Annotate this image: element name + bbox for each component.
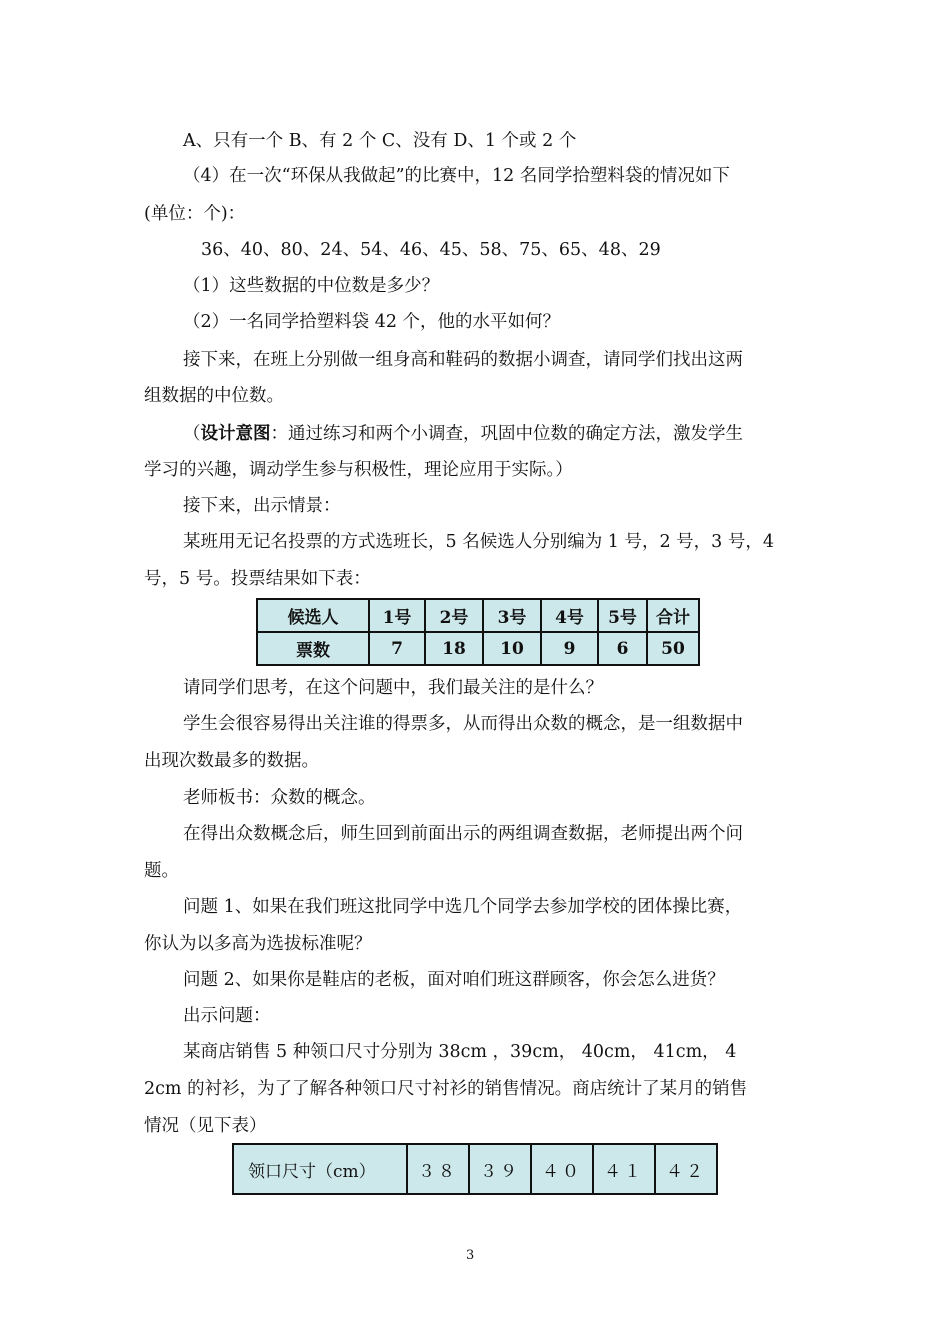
vote-table <box>256 598 700 666</box>
vote-cell: 18 <box>425 632 483 665</box>
collar-header-cell: 领口尺寸（cm） <box>233 1144 407 1194</box>
collar-size-cell: ４０ <box>531 1144 593 1194</box>
vote-cell: 10 <box>483 632 541 665</box>
paragraph-line: 学生会很容易得出关注谁的得票多，从而得出众数的概念，是一组数据中 <box>183 714 743 734</box>
vote-header-cell: 2号 <box>425 599 483 632</box>
design-colon: ： <box>270 424 288 444</box>
vote-cell: 50 <box>647 632 699 665</box>
vote-header-cell: 候选人 <box>257 599 369 632</box>
design-label: 设计意图 <box>200 424 271 444</box>
paragraph-line: 接下来，在班上分别做一组身高和鞋码的数据小调查，请同学们找出这两 <box>183 350 743 370</box>
data-values-line: 36、40、80、24、54、46、45、58、75、65、48、29 <box>201 240 661 260</box>
paragraph-line: 2cm 的衬衫，为了了解各种领口尺寸衬衫的销售情况。商店统计了某月的销售 <box>144 1079 748 1099</box>
vote-cell: 9 <box>541 632 598 665</box>
paragraph-line: 某班用无记名投票的方式选班长，5 名候选人分别编为 1 号，2 号，3 号，4 <box>183 532 774 552</box>
vote-header-cell: 4号 <box>541 599 598 632</box>
design-prefix: （ <box>183 424 201 444</box>
collar-size-cell: ４２ <box>655 1144 717 1194</box>
vote-header-cell: 3号 <box>483 599 541 632</box>
paragraph-line: 组数据的中位数。 <box>144 386 284 406</box>
paragraph-line: 学习的兴趣，调动学生参与积极性，理论应用于实际。） <box>144 460 573 480</box>
collar-size-cell: ３９ <box>469 1144 531 1194</box>
unit-line: (单位：个)： <box>144 204 246 224</box>
vote-header-cell: 1号 <box>369 599 425 632</box>
question-4-line: （4）在一次“环保从我做起”的比赛中，12 名同学拾塑料袋的情况如下 <box>183 166 730 186</box>
vote-table-row <box>257 632 699 665</box>
collar-size-row <box>233 1144 717 1194</box>
paragraph-line: 出示问题： <box>183 1006 271 1026</box>
paragraph-line: 在得出众数概念后，师生回到前面出示的两组调查数据，老师提出两个问 <box>183 824 743 844</box>
design-text: 通过练习和两个小调查，巩固中位数的确定方法，激发学生 <box>288 424 743 444</box>
paragraph-line: 某商店销售 5 种领口尺寸分别为 38cm ，39cm， 40cm， 41cm， 4 <box>183 1042 737 1062</box>
vote-cell: 6 <box>598 632 647 665</box>
vote-cell: 7 <box>369 632 425 665</box>
paragraph-line: 情况（见下表） <box>144 1116 267 1136</box>
paragraph-line: 问题 1、如果在我们班这批同学中选几个同学去参加学校的团体操比赛， <box>183 897 743 917</box>
sub-question-2: （2）一名同学拾塑料袋 42 个，他的水平如何？ <box>183 312 561 332</box>
sub-question-1: （1）这些数据的中位数是多少？ <box>183 276 440 296</box>
paragraph-line: 接下来，出示情景： <box>183 496 341 516</box>
design-intent-line <box>183 422 743 446</box>
paragraph-line: 题。 <box>144 861 179 881</box>
page-number: 3 <box>466 1248 475 1263</box>
collar-size-cell: ３８ <box>407 1144 469 1194</box>
collar-size-table <box>232 1143 718 1195</box>
collar-size-cell: ４１ <box>593 1144 655 1194</box>
paragraph-line: 问题 2、如果你是鞋店的老板，面对咱们班这群顾客，你会怎么进货？ <box>183 970 725 990</box>
paragraph-line: 老师板书：众数的概念。 <box>183 788 376 808</box>
vote-header-cell: 5号 <box>598 599 647 632</box>
vote-header-cell: 合计 <box>647 599 699 632</box>
vote-cell: 票数 <box>257 632 369 665</box>
option-line: A、只有一个 B、有 2 个 C、没有 D、1 个或 2 个 <box>183 131 577 151</box>
paragraph-line: 你认为以多高为选拔标准呢？ <box>144 934 372 954</box>
vote-table-header-row <box>257 599 699 632</box>
paragraph-line: 请同学们思考，在这个问题中，我们最关注的是什么？ <box>183 678 603 698</box>
paragraph-line: 出现次数最多的数据。 <box>144 751 319 771</box>
paragraph-line: 号，5 号。投票结果如下表： <box>144 569 371 589</box>
